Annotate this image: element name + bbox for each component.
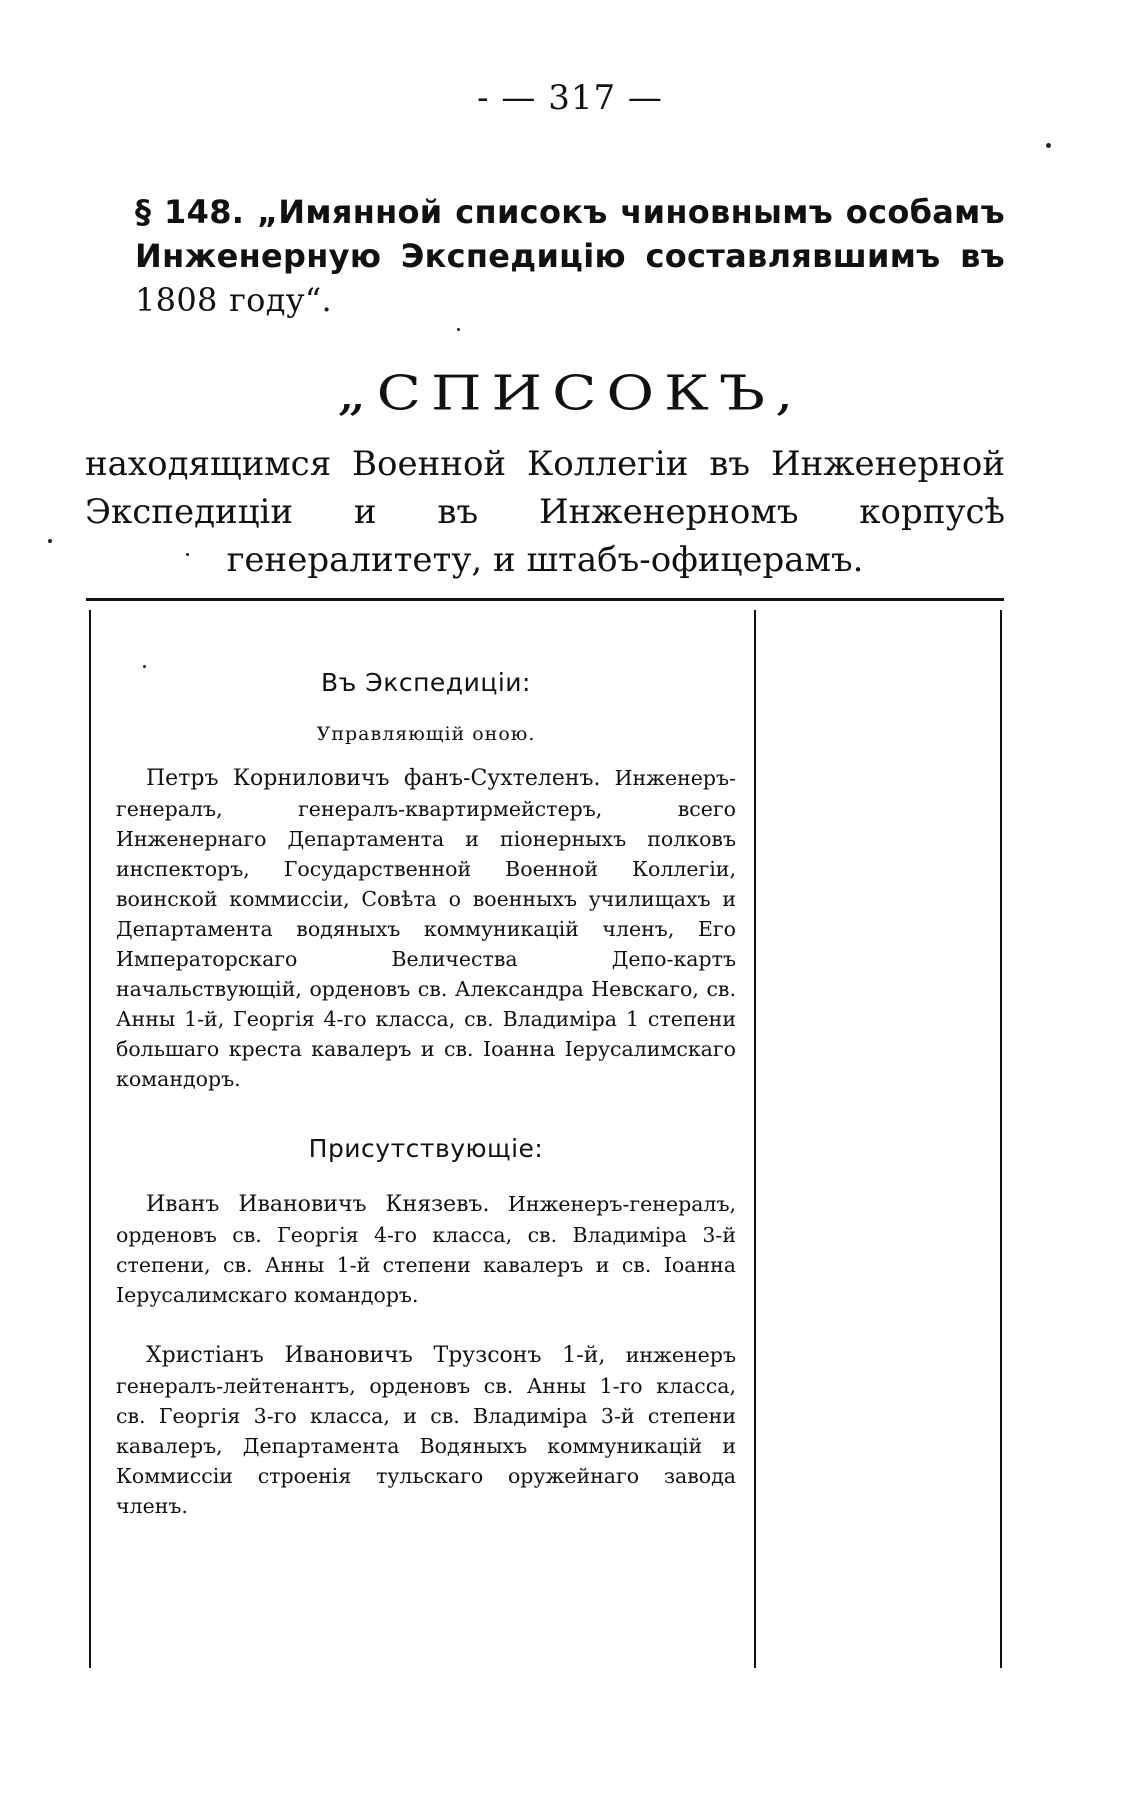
entry-text: Инженеръ-генералъ, генералъ-квартирмейстеръ, всего Инженернаго Департамента и піонерныхъ полковъ инспекторъ, Государственной Военной Коллегіи, воинской коммиссіи, Совѣта о военныхъ училищахъ и Департамента водяныхъ коммуникацій членъ, Его Императорскаго Величества Депо-картъ начальствующій, орденовъ св. Александра Невскаго, св. Анны 1-й, Георгія 4-го класса, св. Владиміра 1 степени большаго креста кавалеръ и св. Іоанна Іерусалимскаго командоръ. [116, 766, 736, 1091]
section-heading-year: 1808 [135, 281, 218, 319]
section-heading [135, 190, 1005, 322]
list-title: „СПИСОКЪ, [336, 365, 804, 421]
table-top-rule [86, 598, 1004, 601]
list-entry [116, 1340, 736, 1521]
list-subtitle: находящимся Военной Коллегіи въ Инженерной Экспедиціи и въ Инженерномъ корпусѣ генералитету, и штабъ-офицерамъ. [85, 444, 1005, 580]
entry-text: Инженеръ-генералъ, орденовъ св. Георгія 4-го класса, св. Владиміра 3-й степени, св. Анны 1-й степени кавалеръ и св. Іоанна Іерусалимскаго командоръ. [116, 1192, 736, 1307]
entry-name: Христіанъ Ивановичъ Трузсонъ 1-й, [146, 1343, 606, 1368]
section-heading-tail: году“. [229, 281, 332, 319]
present-heading: Присутствующіе: [308, 1134, 544, 1163]
role-caption: Управляющій оною. [316, 723, 536, 745]
scan-speck [1046, 143, 1051, 148]
list-entry [116, 763, 736, 1094]
table-right-border [1000, 610, 1002, 1668]
entry-name: Петръ Корниловичъ фанъ-Сухтеленъ. [146, 766, 601, 791]
table-left-border [89, 610, 91, 1668]
page-number: - — 317 — [477, 78, 663, 118]
entry-text: инженеръ генералъ-лейтенантъ, орденовъ св. Анны 1-го класса, св. Георгія 3-го класса, и св. Владиміра 3-й степени кавалеръ, Департамента Водяныхъ коммуникацій и Коммиссіи строенія тульскаго оружейнаго завода членъ. [116, 1343, 736, 1518]
table-column-divider [754, 610, 756, 1668]
scan-speck [48, 539, 52, 543]
scan-speck [457, 328, 460, 331]
main-column [116, 668, 736, 1521]
scan-speck [143, 665, 146, 668]
table-frame [86, 598, 1004, 1668]
section-heading-text: § 148. „Имянной списокъ чиновнымъ особамъ Инженерную Экспедицію составлявшимъ въ [135, 193, 1005, 275]
scan-speck [186, 553, 189, 556]
entry-name: Иванъ Ивановичъ Князевъ. [146, 1192, 490, 1217]
expedition-heading: Въ Экспедиціи: [321, 668, 531, 697]
list-entry [116, 1189, 736, 1310]
